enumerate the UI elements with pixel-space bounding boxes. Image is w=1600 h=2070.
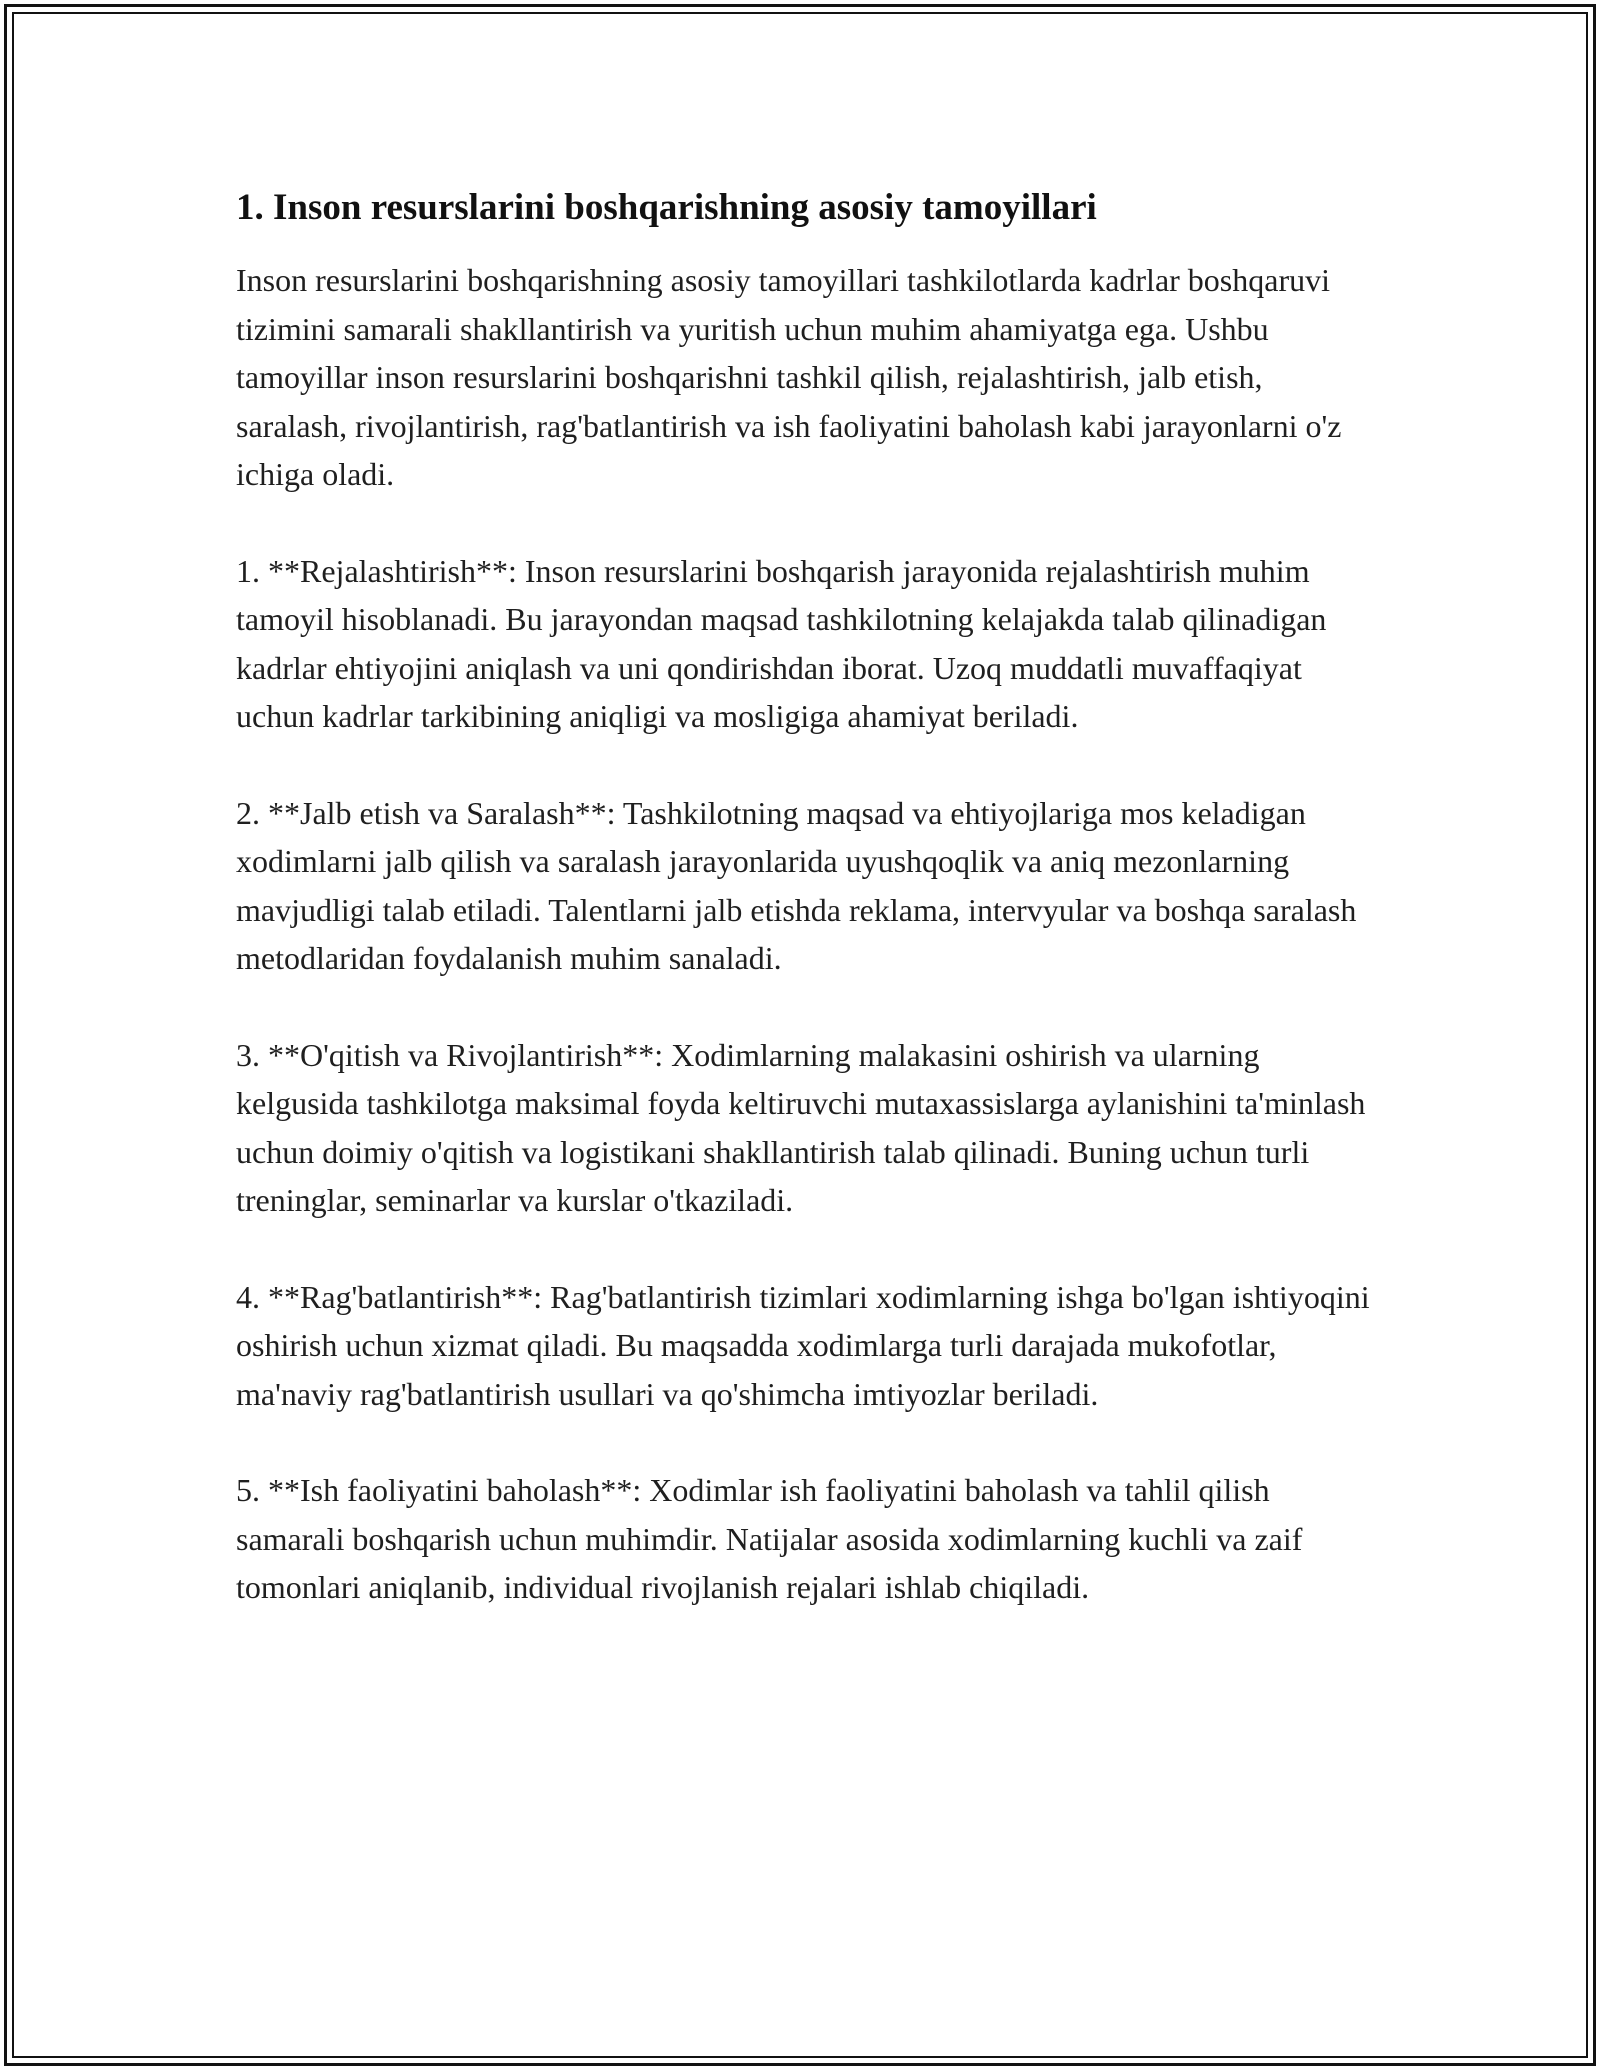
paragraph-jalb-etish-saralash: 2. **Jalb etish va Saralash**: Tashkilotning maqsad va ehtiyojlariga mos keladigan xodimlarni jalb qilish va saralash jarayonlarida uyushqoqlik va aniq mezonlarning mavjudligi talab etiladi. Talentlarni jalb etishda reklama, intervyular va boshqa saralash metodlaridan foydalanish muhim sanaladi. xyxy=(236,794,1357,976)
document-heading: 1. Inson resurslarini boshqarishning asosiy tamoyillari xyxy=(236,187,1097,228)
intro-paragraph: Inson resurslarini boshqarishning asosiy tamoyillari tashkilotlarda kadrlar boshqaruvi tizimini samarali shakllantirish va yuritish uchun muhim ahamiyatga ega. Ushbu tamoyillar inson resurslarini boshqarishni tashkil qilish, rejalashtirish, jalb etish, saralash, rivojlantirish, rag'batlantirish va ish faoliyatini baholash kabi jarayonlarni o'z ichiga oladi. xyxy=(236,262,1342,492)
paragraph-ish-faoliyatini-baholash: 5. **Ish faoliyatini baholash**: Xodimlar ish faoliyatini baholash va tahlil qilish samarali boshqarish uchun muhimdir. Natijalar asosida xodimlarning kuchli va zaif tomonlari aniqlanib, individual rivojlanish rejalari ishlab chiqiladi. xyxy=(236,1472,1303,1605)
paragraph-oqitish-rivojlantirish: 3. **O'qitish va Rivojlantirish**: Xodimlarning malakasini oshirish va ularning kelgusida tashkilotga maksimal foyda keltiruvchi mutaxassislarga aylanishini ta'minlash uchun doimiy o'qitish va logistikani shakllantirish talab qilinadi. Buning uchun turli treninglar, seminarlar va kurslar o'tkaziladi. xyxy=(236,1036,1366,1218)
paragraph-ragbatlantirish: 4. **Rag'batlantirish**: Rag'batlantirish tizimlari xodimlarning ishga bo'lgan ishtiyoqini oshirish uchun xizmat qiladi. Bu maqsadda xodimlarga turli darajada mukofotlar, ma'naviy rag'batlantirish usullari va qo'shimcha imtiyozlar beriladi. xyxy=(236,1278,1370,1412)
document-body xyxy=(236,184,1376,1660)
paragraph-rejalashtirish: 1. **Rejalashtirish**: Inson resurslarini boshqarish jarayonida rejalashtirish muhim tamoyil hisoblanadi. Bu jarayondan maqsad tashkilotning kelajakda talab qilinadigan kadrlar ehtiyojini aniqlash va uni qondirishdan iborat. Uzoq muddatli muvaffaqiyat uchun kadrlar tarkibining aniqligi va mosligiga ahamiyat beriladi. xyxy=(236,552,1327,734)
